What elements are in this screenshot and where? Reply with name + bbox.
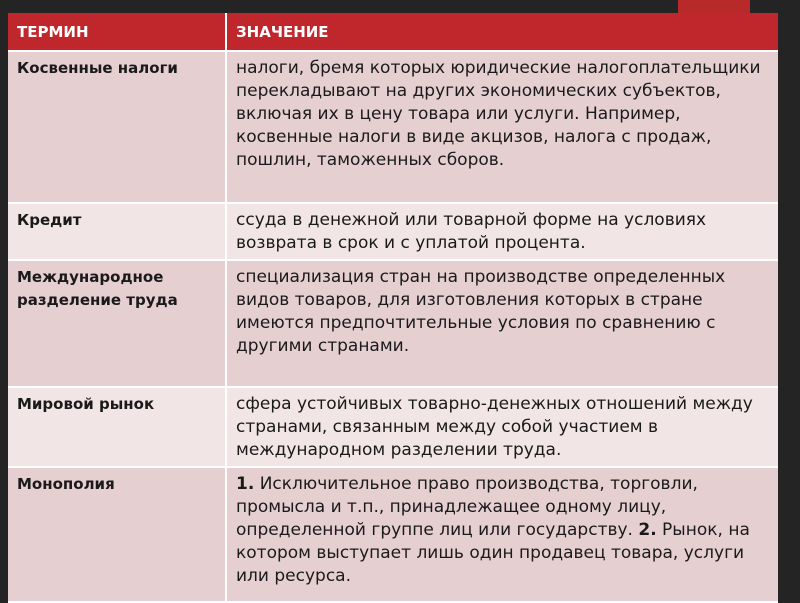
table-row xyxy=(8,203,778,260)
meaning-cell xyxy=(226,467,778,602)
definition-number: 2. xyxy=(638,520,657,540)
term-cell: Монополия xyxy=(8,467,226,602)
table-row xyxy=(8,260,778,387)
term-cell: Международное разделение труда xyxy=(8,260,226,387)
meaning-cell: налоги, бремя которых юридические налогоплательщики перекладывают на других экономических субъектов, включая их в цену товара или услуги. Например, косвенные налоги в виде акцизов, налога с продаж, пошлин, таможенных сборов. xyxy=(226,51,778,203)
meaning-cell: сфера устойчивых товарно-денежных отношений между странами, связанным между собой участием в международном разделении труда. xyxy=(226,387,778,467)
definition-text: Исключительное право производства, торговли, промысла и т.п., принадлежащее одному лицу, определенной группе лиц или государству. xyxy=(236,474,698,540)
header-term: ТЕРМИН xyxy=(8,13,226,51)
term-cell: Мировой рынок xyxy=(8,387,226,467)
term-cell: Кредит xyxy=(8,203,226,260)
meaning-cell: ссуда в денежной или товарной форме на условиях возврата в срок и с уплатой процента. xyxy=(226,203,778,260)
term-cell: Косвенные налоги xyxy=(8,51,226,203)
meaning-cell: специализация стран на производстве определенных видов товаров, для изготовления которых в стране имеются предпочтительные условия по сравнению с другими странами. xyxy=(226,260,778,387)
table-row xyxy=(8,387,778,467)
glossary-table xyxy=(8,13,778,603)
definition-number: 1. xyxy=(236,474,255,494)
table-header-row xyxy=(8,13,778,51)
table-row xyxy=(8,51,778,203)
table-row xyxy=(8,467,778,602)
definition-text: Рынок, на котором выступает лишь один продавец товара, услуги или ресурса. xyxy=(236,520,750,586)
header-meaning: ЗНАЧЕНИЕ xyxy=(226,13,778,51)
glossary-table-container xyxy=(8,13,778,603)
